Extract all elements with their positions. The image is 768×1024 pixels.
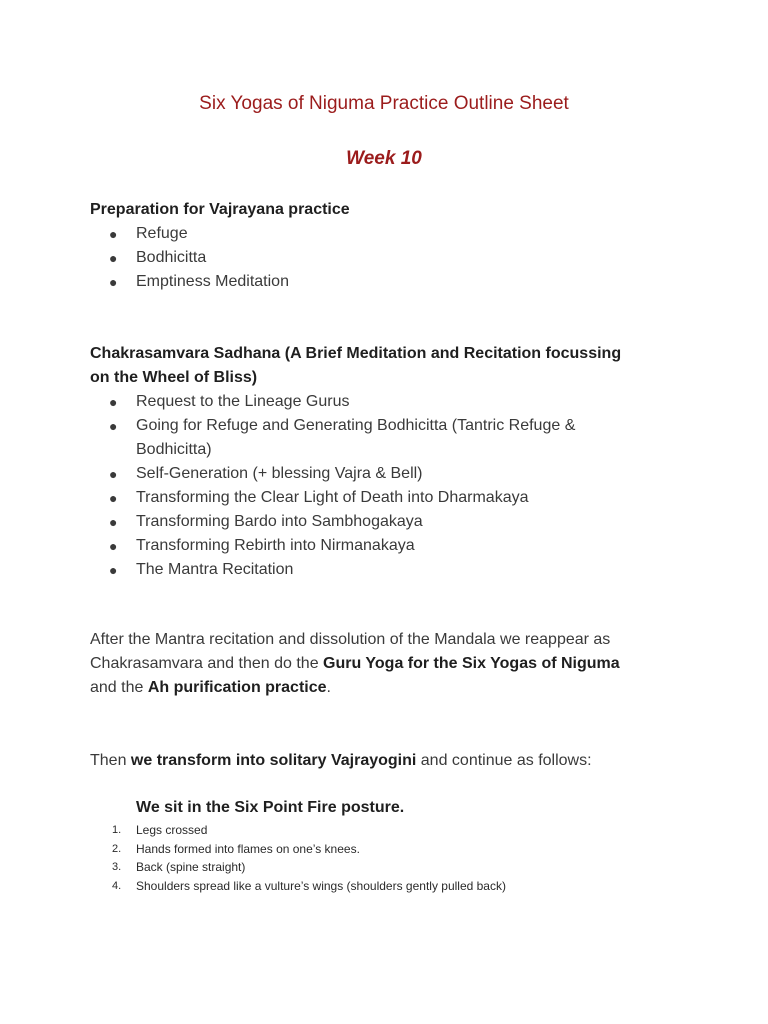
bullet-icon: ● — [109, 226, 118, 242]
list-item: ● The Mantra Recitation — [90, 558, 690, 582]
list-item: 2. Hands formed into flames on one’s knees. — [112, 841, 360, 856]
bullet-icon: ● — [109, 562, 118, 578]
sadhana-list — [90, 390, 690, 582]
week-label: Week 10 — [346, 148, 422, 169]
list-item: ● Request to the Lineage Gurus — [90, 390, 690, 414]
bullet-icon: ● — [109, 250, 118, 266]
list-item: ● Emptiness Meditation — [90, 270, 690, 294]
list-item: ● Bodhicitta — [90, 246, 690, 270]
list-item: 3. Back (spine straight) — [112, 860, 246, 874]
list-item: ● Transforming the Clear Light of Death into Dharmakaya — [90, 486, 690, 510]
posture-steps — [112, 821, 672, 895]
list-item: 4. Shoulders spread like a vulture’s wings (shoulders gently pulled back) — [112, 878, 506, 893]
preparation-heading: Preparation for Vajrayana practice — [90, 201, 350, 218]
bullet-icon: ● — [109, 418, 118, 434]
preparation-section — [90, 198, 690, 294]
bullet-icon: ● — [109, 274, 118, 290]
bullet-icon: ● — [109, 490, 118, 506]
bullet-icon: ● — [109, 514, 118, 530]
preparation-list — [90, 222, 690, 294]
then-paragraph: Then we transform into solitary Vajrayogini and continue as follows: — [90, 752, 592, 769]
list-item: ● Refuge — [90, 222, 690, 246]
list-item: ● Transforming Rebirth into Nirmanakaya — [90, 534, 690, 558]
sadhana-heading: Chakrasamvara Sadhana (A Brief Meditation and Recitation focussing on the Wheel of Bliss) — [90, 345, 622, 386]
bullet-icon: ● — [109, 394, 118, 410]
list-item: ● Going for Refuge and Generating Bodhicitta (Tantric Refuge & Bodhicitta) — [90, 414, 690, 462]
sadhana-section — [90, 342, 690, 582]
list-item: ● Self-Generation (+ blessing Vajra & Bell) — [90, 462, 690, 486]
list-item: 1. Legs crossed — [112, 823, 208, 837]
bullet-icon: ● — [109, 538, 118, 554]
list-item: ● Transforming Bardo into Sambhogakaya — [90, 510, 690, 534]
bullet-icon: ● — [109, 466, 118, 482]
posture-heading: We sit in the Six Point Fire posture. — [136, 799, 405, 816]
page-title: Six Yogas of Niguma Practice Outline Sheet — [199, 93, 569, 114]
after-paragraph: After the Mantra recitation and dissolution of the Mandala we reappear as Chakrasamvara and then do the Guru Yoga for the Six Yogas of Niguma and the Ah purification practice. — [90, 631, 620, 696]
